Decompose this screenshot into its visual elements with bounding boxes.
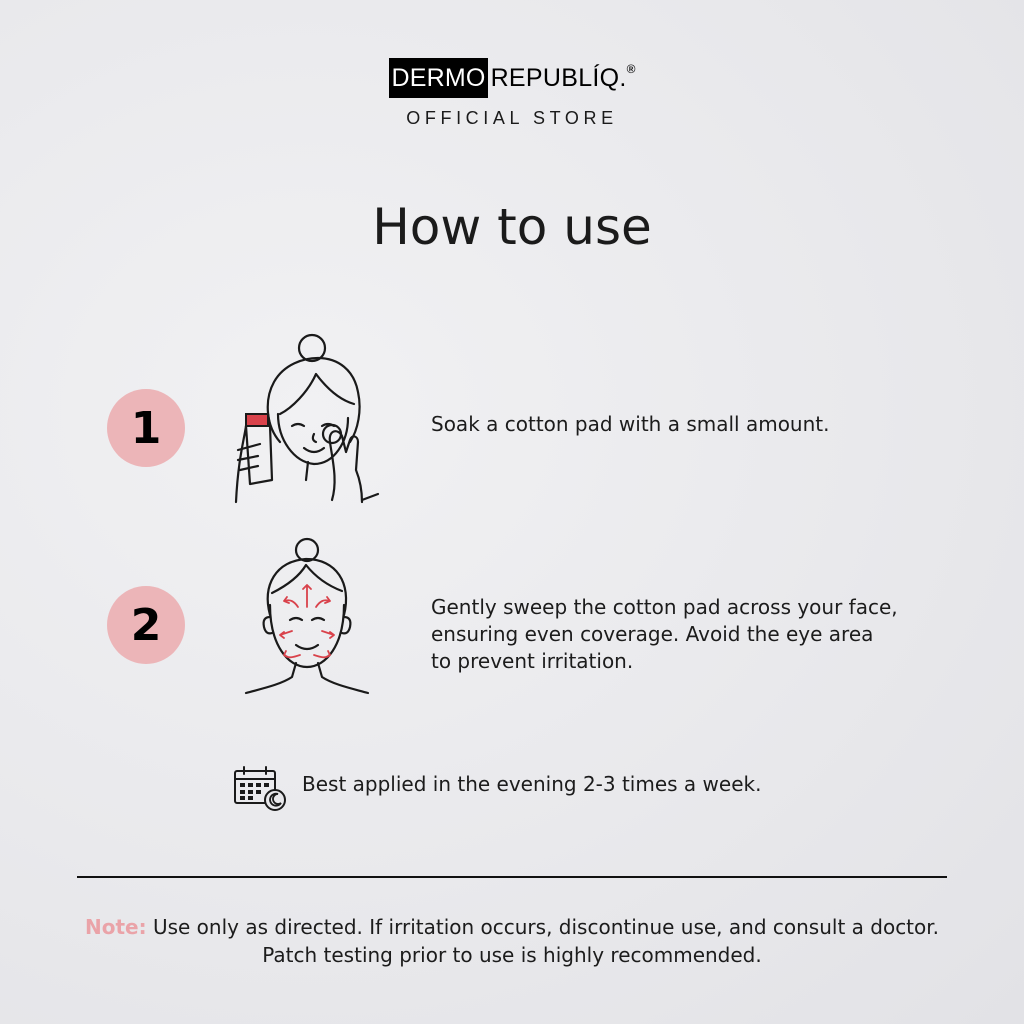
step-1-text: Soak a cotton pad with a small amount.	[431, 412, 830, 436]
brand-logo	[0, 58, 1024, 98]
face-massage-arrows-icon	[240, 535, 375, 700]
calendar-moon-icon	[233, 765, 287, 811]
note-block	[0, 913, 1024, 969]
note-line-2: Patch testing prior to use is highly recommended.	[262, 943, 762, 967]
divider	[77, 876, 947, 878]
page-title: How to use	[372, 198, 652, 256]
official-store-label: OFFICIAL STORE	[406, 108, 618, 128]
logo-dermo: DERMO	[389, 58, 488, 98]
note-label: Note:	[84, 915, 147, 939]
step-2-number-badge: 2	[107, 586, 185, 664]
logo-republiq: REPUBLÍQ.	[490, 64, 627, 92]
face-cotton-pad-icon	[228, 330, 388, 512]
step-2-text	[431, 594, 898, 675]
step-2-text-line-1: Gently sweep the cotton pad across your face,	[431, 595, 898, 619]
note-line-1	[0, 913, 1024, 941]
step-1-number-badge: 1	[107, 389, 185, 467]
step-2-text-line-3: to prevent irritation.	[431, 649, 634, 673]
registered-mark: ®	[626, 62, 636, 76]
tip-text: Best applied in the evening 2-3 times a week.	[302, 772, 762, 796]
step-2-text-line-2: ensuring even coverage. Avoid the eye area	[431, 622, 874, 646]
note-line-1-text: Use only as directed. If irritation occurs, discontinue use, and consult a doctor.	[152, 915, 940, 939]
